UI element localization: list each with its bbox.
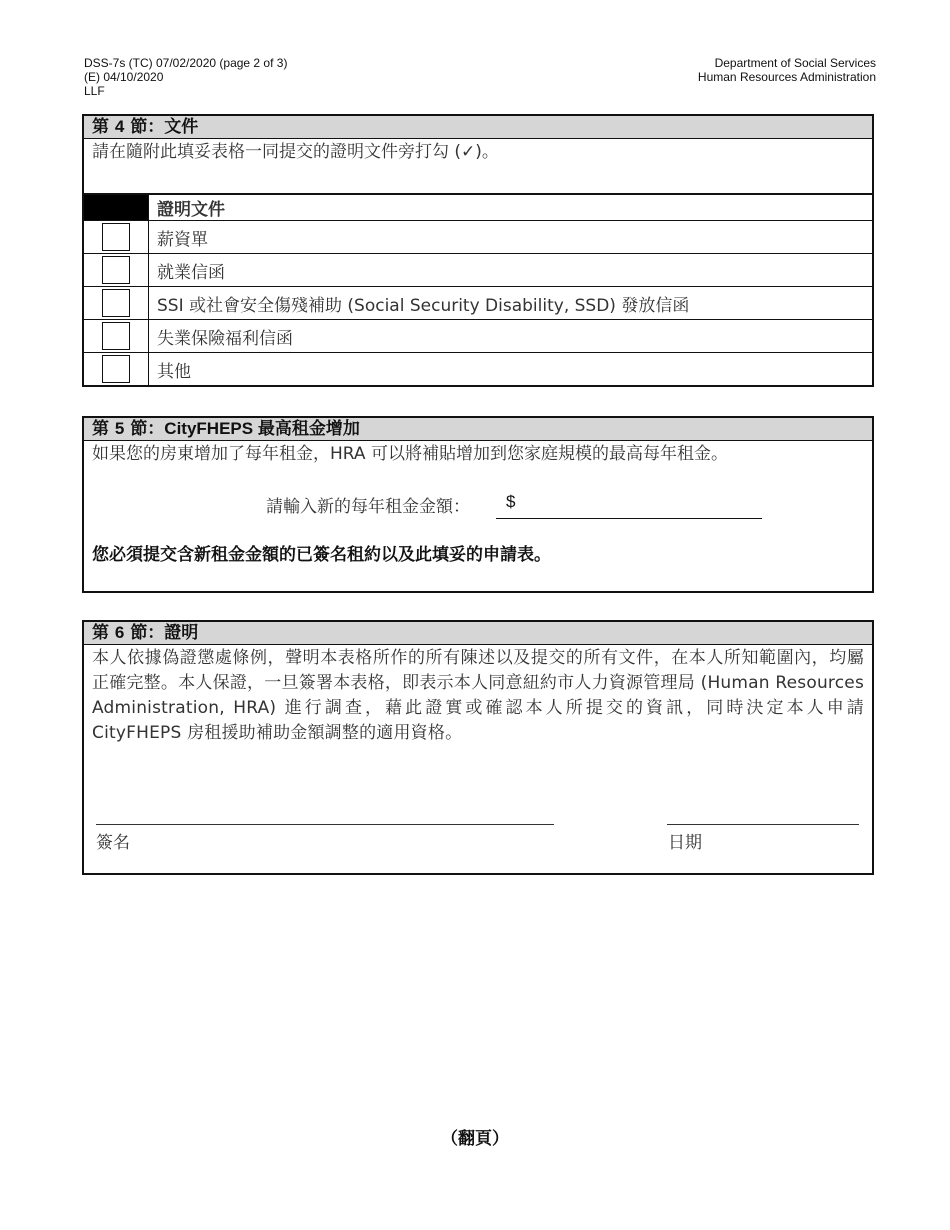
form-id: DSS-7s (TC) 07/02/2020 (page 2 of 3) <box>84 56 288 70</box>
document-row-pay-stubs <box>84 221 872 254</box>
section-4-instructions: 請在隨附此填妥表格一同提交的證明文件旁打勾 (✓)。 <box>92 142 499 162</box>
document-row-employment-letter <box>84 254 872 287</box>
new-rent-label: 請輸入新的每年租金金額： <box>266 497 470 517</box>
turn-page-note: （翻頁） <box>441 1129 509 1149</box>
certification-statement: 本人依據偽證懲處條例，聲明本表格所作的所有陳述以及提交的所有文件，在本人所知範圍內，均屬正確完整。本人保證，一旦簽署本表格，即表示本人同意紐約市人力資源管理局 (Human Resources Administration, HRA) 進行調查，藉此證實或確認本人所提交的資訊，同時決定本人申請 CityFHEPS 房租援助補助金額調整的適用資格。 <box>92 648 864 743</box>
section-5-title: 第 5 節：CityFHEPS 最高租金增加 <box>84 418 872 441</box>
administration-name: Human Resources Administration <box>697 70 876 84</box>
form-code: LLF <box>84 84 105 98</box>
signature-line[interactable] <box>96 824 554 825</box>
section-5-description: 如果您的房東增加了每年租金，HRA 可以將補貼增加到您家庭規模的最高每年租金。 <box>92 444 728 464</box>
pay-stubs-checkbox[interactable] <box>102 223 130 251</box>
ssi-ssd-letter-checkbox[interactable] <box>102 289 130 317</box>
english-version-date: (E) 04/10/2020 <box>84 70 164 84</box>
signature-label: 簽名 <box>96 833 130 853</box>
form-header-right <box>698 56 876 84</box>
document-label: 薪資單 <box>149 221 873 254</box>
department-name: Department of Social Services <box>714 56 876 70</box>
document-row-unemployment-letter <box>84 320 872 353</box>
document-label: 其他 <box>149 353 873 386</box>
documents-table <box>84 195 872 385</box>
form-header-left <box>84 56 287 98</box>
document-row-ssi-ssd-letter <box>84 287 872 320</box>
dollar-sign: $ <box>506 492 516 511</box>
date-line[interactable] <box>667 824 859 825</box>
documents-table-header <box>84 195 872 221</box>
other-document-checkbox[interactable] <box>102 355 130 383</box>
employment-letter-checkbox[interactable] <box>102 256 130 284</box>
document-row-other <box>84 353 872 386</box>
document-label: 就業信函 <box>149 254 873 287</box>
new-rent-amount-field[interactable] <box>496 492 762 519</box>
documents-column-header: 證明文件 <box>157 200 225 220</box>
section-6-certification <box>82 620 874 875</box>
lease-requirement-notice: 您必須提交含新租金金額的已簽名租約以及此填妥的申請表。 <box>92 545 551 565</box>
unemployment-letter-checkbox[interactable] <box>102 322 130 350</box>
date-label: 日期 <box>668 833 702 853</box>
section-4-title: 第 4 節：文件 <box>84 116 872 139</box>
document-label: 失業保險福利信函 <box>149 320 873 353</box>
section-4-documents <box>82 114 874 387</box>
section-6-title: 第 6 節：證明 <box>84 622 872 645</box>
document-label: SSI 或社會安全傷殘補助 (Social Security Disability, SSD) 發放信函 <box>149 287 873 320</box>
section-5-rent-increase <box>82 416 874 593</box>
